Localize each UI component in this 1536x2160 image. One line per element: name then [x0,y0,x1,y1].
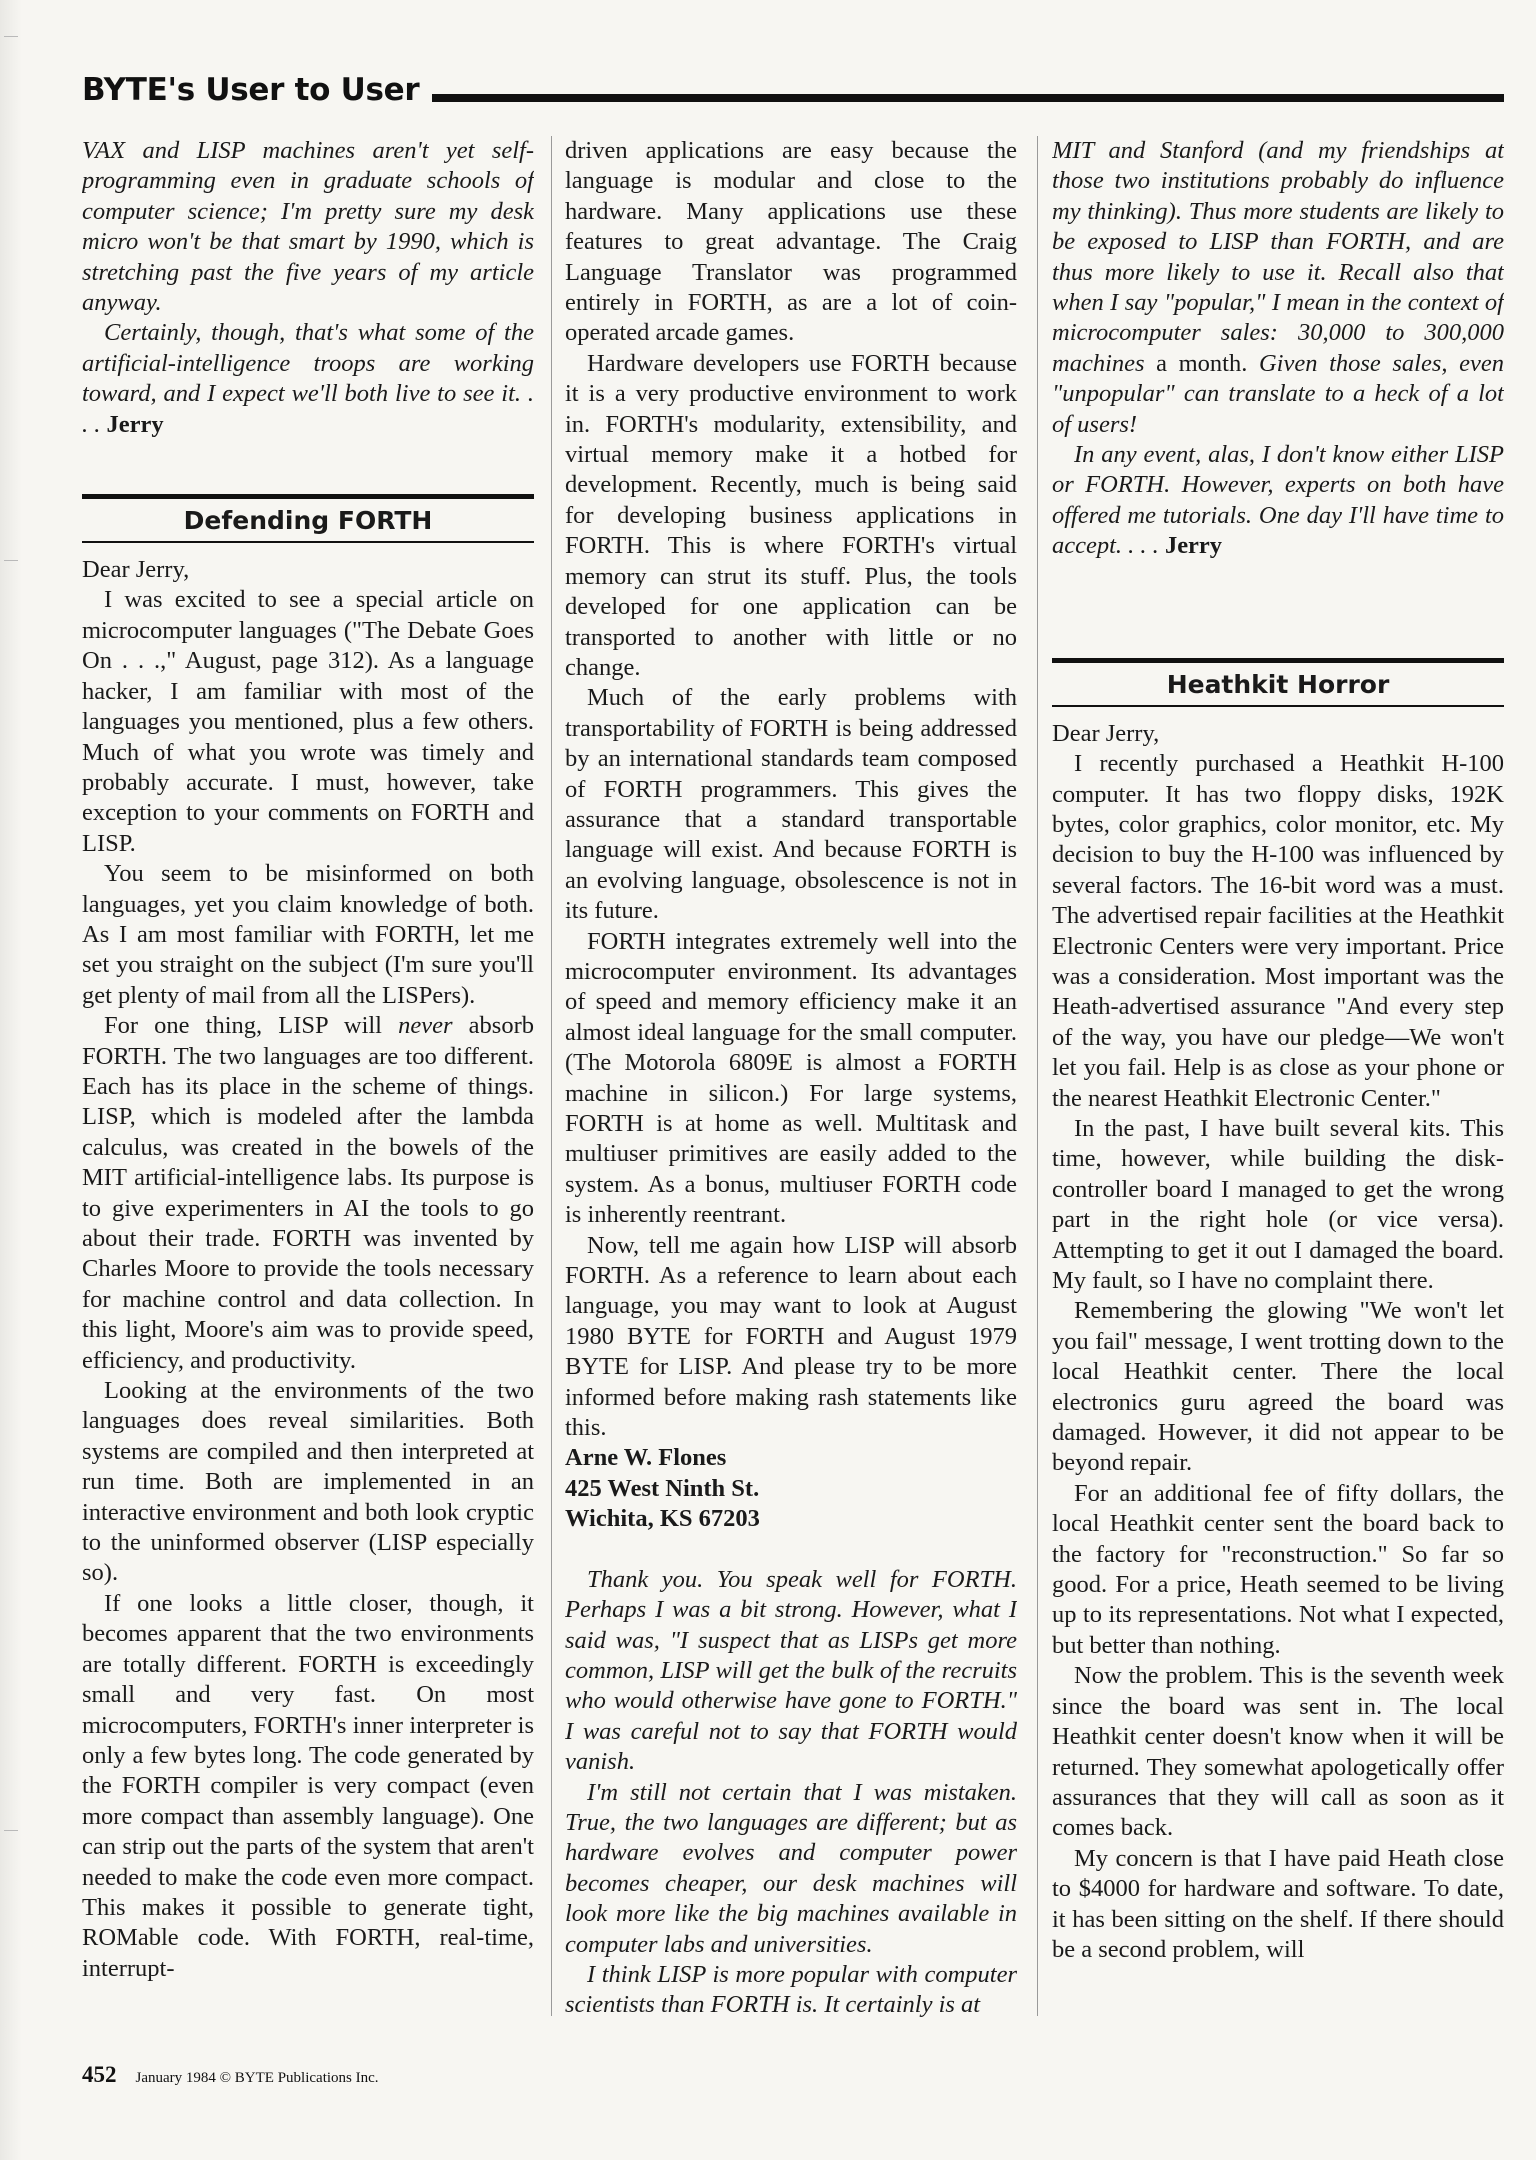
column-divider [1037,136,1038,2016]
paragraph: driven applications are easy because the language is modular and close to the hardware. Many applications use these features to great advantage. The Craig Language Translator was programmed entirely in FORTH, as are a lot of coin-operated arcade games. [565,137,1017,347]
signature-name: Arne W. Flones [565,1444,727,1472]
salutation: Dear Jerry, [1052,719,1160,747]
paragraph-text: MIT and Stanford (and my friendships at those two institutions probably do influence my thinking). Thus more students are likely to be exposed to LISP than FORTH, and are thus more likely to use it. Recall also that when I say "popular," I mean in the context of microcomputer sales: 30,000 to 300,000 machines [1052,137,1504,377]
signature: Jerry [106,410,164,438]
paragraph-text: In any event, alas, I don't know either LISP or FORTH. However, experts on both have offered me tutorials. One day I'll have time to accept. . . . [1052,441,1504,560]
column-1 [82,136,534,2021]
page-header [82,72,1504,112]
paragraph [82,318,534,440]
paragraph-text: For one thing, LISP will [104,1012,399,1040]
footer-credit: January 1984 © BYTE Publications Inc. [135,2070,379,2086]
paragraph-text: Certainly, though, that's what some of the artificial-intelligence troops are working toward, and I expect we'll both live to see it. . . . [82,319,534,438]
paragraph-text: absorb FORTH. The two languages are too different. Each has its place in the scheme of things. LISP, which is modeled after the lambda calculus, was created in the bowels of the MIT artificial-intelligence labs. Its purpose is to give experimenters in AI the tools to go about their trade. FORTH was invented by Charles Moore to provide the tools necessary for machine control and data collection. In this light, Moore's aim was to provide speed, efficiency, and productivity. [82,1012,534,1374]
spacer [565,1535,1017,1565]
page-footer [82,2062,379,2088]
emphasis: never [398,1012,453,1040]
scan-mark [4,560,18,561]
paragraph: Now, tell me again how LISP will absorb FORTH. As a reference to learn about each language, you may want to look at August 1980 BYTE for FORTH and August 1979 BYTE for LISP. And please try to be more informed before making rash statements like this. [565,1231,1017,1442]
section-heading [82,494,534,543]
header-title: BYTE's User to User [82,72,420,108]
reply-paragraph: I think LISP is more popular with computer scientists than FORTH is. It certainly is at [565,1960,1017,2019]
section-title: Defending FORTH [183,506,433,536]
paragraph: Now the problem. This is the seventh week since the board was sent in. The local Heathkit center doesn't know when it will be returned. They somewhat apologetically offer assurances that they will call as soon as it comes back. [1052,1662,1504,1842]
column-divider [551,136,552,2016]
paragraph: Looking at the environments of the two languages does reveal similarities. Both systems are compiled and then interpreted at run time. Both are implemented in an interactive environment and both look cryptic to the uninformed observer (LISP especially so). [82,1377,534,1587]
paragraph: VAX and LISP machines aren't yet self-programming even in graduate schools of computer science; I'm pretty sure my desk micro won't be that smart by 1990, which is stretching past the five years of my article anyway. [82,137,534,317]
reply-paragraph [1052,136,1504,440]
paragraph: Hardware developers use FORTH because it is a very productive environment to work in. FORTH's modularity, extensibility, and virtual memory make it a hotbed for development. Recently, much is being said for developing business applications in FORTH. This is where FORTH's virtual memory can strut its stuff. Plus, the tools developed for one application can be transported to another with little or no change. [565,349,1017,681]
paragraph: In the past, I have built several kits. This time, however, while building the disk-controller board I managed to get the wrong part in the right hole (or vice versa). Attempting to get it out I damaged the board. My fault, so I have no complaint there. [1052,1114,1504,1294]
heading-rule [1052,658,1504,663]
reply-paragraph: I'm still not certain that I was mistaken. True, the two languages are different; but as hardware evolves and computer power becomes cheaper, our desk machines will look more like the big machines available in computer labs and universities. [565,1778,1017,1958]
paragraph: I recently purchased a Heathkit H-100 computer. It has two floppy disks, 192K bytes, color graphics, color monitor, etc. My decision to buy the H-100 was influenced by several factors. The 16-bit word was a must. The advertised repair facilities at the Heathkit Electronic Centers were very important. Price was a consideration. Most important was the Heath-advertised assurance "And every step of the way, you have our pledge—We won't let you fail. Help is as close as your phone or the nearest Heathkit Electronic Center." [1052,750,1504,1112]
scan-edge [0,0,22,2160]
section-heading [1052,658,1504,707]
paragraph: If one looks a little closer, though, it becomes apparent that the two environments are totally different. FORTH is exceedingly small and very fast. On most microcomputers, FORTH's inner interpreter is only a few bytes long. The code generated by the FORTH compiler is very compact (even more compact than assembly language). One can strip out the parts of the system that aren't needed to make the code even more compact. This makes it possible to generate tight, ROMable code. With FORTH, real-time, interrupt- [82,1589,534,1982]
heading-rule [1052,705,1504,707]
paragraph-text: a month. [1144,349,1259,377]
salutation: Dear Jerry, [82,556,190,584]
page-number: 452 [82,2062,117,2087]
paragraph-text: Given those sales, even "unpopular" can translate to a heck of a lot of users! [1052,349,1504,438]
paragraph: FORTH integrates extremely well into the microcomputer environment. Its advantages of speed and memory efficiency make it an almost ideal language for the small computer. (The Motorola 6809E is almost a FORTH machine in silicon.) For large systems, FORTH is at home as well. Multitask and multiuser primitives are easily added to the system. As a bonus, multiuser FORTH code is inherently reentrant. [565,927,1017,1229]
section-title: Heathkit Horror [1166,669,1390,699]
reply-paragraph [1052,440,1504,562]
paragraph: Much of the early problems with transportability of FORTH is being addressed by an international standards team composed of FORTH programmers. This gives the assurance that a standard transportable language will exist. And because FORTH is an evolving language, obsolescence is not in its future. [565,684,1017,925]
heading-rule [82,541,534,543]
reply-paragraph: Thank you. You speak well for FORTH. Perhaps I was a bit strong. However, what I said was, "I suspect that as LISPs get more common, LISP will get the bulk of the recruits who would otherwise have gone to FORTH." I was careful not to say that FORTH would vanish. [565,1565,1017,1776]
signature-street: 425 West Ninth St. [565,1474,760,1502]
paragraph: I was excited to see a special article on microcomputer languages ("The Debate Goes On . . .," August, page 312). As a language hacker, I am familiar with most of the languages you mentioned, plus a few others. Much of what you wrote was timely and probably accurate. I must, however, take exception to your comments on FORTH and LISP. [82,586,534,857]
header-rule [432,94,1504,102]
scan-mark [4,36,18,37]
paragraph: My concern is that I have paid Heath close to $4000 for hardware and software. To date, it has been sitting on the shelf. If there should be a second problem, will [1052,1844,1504,1963]
signature-city: Wichita, KS 67203 [565,1505,760,1533]
scan-mark [4,1830,18,1831]
paragraph: Remembering the glowing "We won't let you fail" message, I went trotting down to the local Heathkit center. There the local electronics guru agreed the board was damaged. However, it did not appear to be beyond repair. [1052,1297,1504,1477]
column-3 [1052,136,1504,2021]
column-2 [565,136,1017,2021]
paragraph: You seem to be misinformed on both languages, yet you claim knowledge of both. As I am most familiar with FORTH, let me set you straight on the subject (I'm sure you'll get plenty of mail from all the LISPers). [82,860,534,1009]
heading-rule [82,494,534,499]
paragraph [82,1011,534,1376]
paragraph: For an additional fee of fifty dollars, the local Heathkit center sent the board back to the factory for "reconstruction." So far so good. For a price, Heath seemed to be living up to its representations. Not what I expected, but better than nothing. [1052,1479,1504,1659]
signature: Jerry [1164,532,1223,560]
